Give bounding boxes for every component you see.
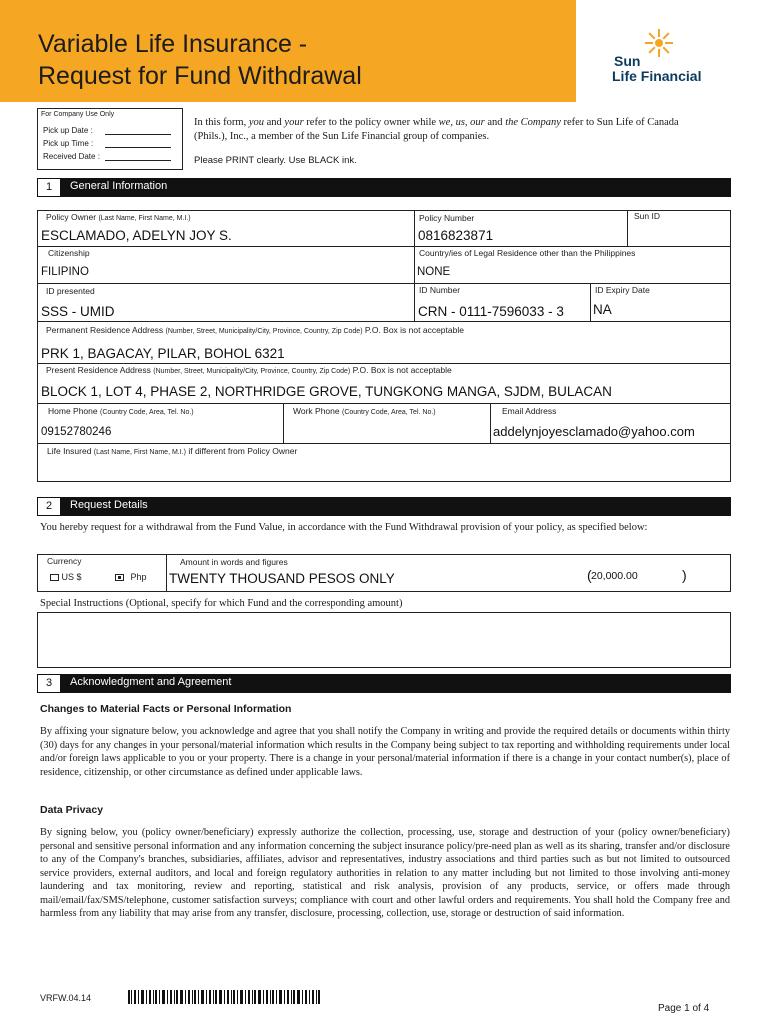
policy-owner-label: Policy Owner (Last Name, First Name, M.I.) [46,212,191,222]
brand-name [612,54,701,84]
sun-id-label: Sun ID [634,211,660,221]
currency-usd-option[interactable]: US $ [50,572,82,582]
amount-words-value: TWENTY THOUSAND PESOS ONLY [169,571,395,586]
received-date-row [43,152,171,161]
amount-figures-value: 20,000.00 [591,570,638,582]
section2-title: Request Details [70,499,148,511]
page-number: Page 1 of 4 [658,1003,710,1014]
present-address-value: BLOCK 1, LOT 4, PHASE 2, NORTHRIDGE GROVE, TUNGKONG MANGA, SJDM, BULACAN [41,384,612,399]
life-insured-field[interactable] [38,444,731,482]
permanent-address-value: PRK 1, BAGACAY, PILAR, BOHOL 6321 [41,346,285,361]
sun-id-field[interactable] [628,211,731,247]
special-instructions-field[interactable] [37,612,731,668]
material-facts-heading: Changes to Material Facts or Personal Information [40,703,292,715]
company-use-title: For Company Use Only [41,111,115,118]
citizenship-label: Citizenship [48,248,90,258]
citizenship-value: FILIPINO [41,266,89,278]
special-instructions-label: Special Instructions (Optional, specify for which Fund and the corresponding amount) [40,598,403,609]
brand-line1: Sun [614,53,641,69]
material-facts-paragraph: By affixing your signature below, you acknowledge and agree that you shall notify the Company in writing and provide the required details or documents within thirty (30) days for any changes in your personal/material information which results in the Company being subject to tax reporting and withholding requirements under local and/or foreign laws applicable to you or your property. There is a change in your personal/material information if there is a change in your contact number(s), place of residence, citizenship, or other circumstance as defined under applicable laws. [40,726,730,778]
policy-number-field[interactable] [415,211,628,247]
id-number-label: ID Number [419,285,461,295]
legal-residence-value: NONE [417,266,451,278]
home-phone-label: Home Phone (Country Code, Area, Tel. No.) [48,406,194,416]
section3-number: 3 [37,674,61,693]
currency-php-option[interactable]: Php [115,572,147,582]
sun-life-logo [612,28,737,88]
id-presented-value: SSS - UMID [41,304,115,319]
intro-paragraph: In this form, you and your refer to the policy owner while we, us, our and the Company refer to Sun Life of Canada (Phils.), Inc., a member of the Sun Life Financial group of companies. [194,117,679,142]
usd-checkbox[interactable] [50,574,59,581]
currency-field [38,555,167,591]
pickup-date-label: Pick up Date : [43,126,93,135]
section3-header [37,674,731,693]
section3-title: Acknowledgment and Agreement [70,676,232,688]
present-address-field[interactable] [38,364,731,404]
section1-title: General Information [70,180,168,192]
company-use-box [37,108,183,170]
id-expiry-label: ID Expiry Date [595,285,650,295]
id-number-field[interactable] [415,284,591,322]
amount-paren-open: ( [587,567,592,583]
currency-label: Currency [47,556,82,566]
pickup-time-row [43,139,171,148]
section1-number: 1 [37,178,61,197]
email-label: Email Address [502,406,557,416]
amount-field[interactable] [167,555,730,591]
form-title-line1: Variable Life Insurance - [38,30,308,58]
id-presented-label: ID presented [46,286,95,296]
received-date-field[interactable] [105,152,171,161]
pickup-date-row [43,126,171,135]
email-value: addelynjoyesclamado@yahoo.com [493,424,695,439]
php-checkbox[interactable] [115,574,124,581]
form-title-line2: Request for Fund Withdrawal [38,62,362,90]
legal-residence-label: Country/ies of Legal Residence other than the Philippines [419,248,636,258]
request-amount-box [37,554,731,592]
home-phone-value: 09152780246 [41,426,112,438]
barcode-icon [128,990,320,1004]
home-phone-field[interactable] [38,404,284,444]
pickup-time-field[interactable] [105,139,171,148]
policy-number-value: 0816823871 [418,228,494,243]
id-number-value: CRN - 0111-7596033 - 3 [418,304,564,319]
data-privacy-paragraph: By signing below, you (policy owner/beneficiary) expressly authorize the collection, processing, use, storage and destruction of your (policy owner/beneficiary) personal and sensitive personal information and any information concerning the subject insurance policy/pre-need plan as well as its sharing, transfer and/or disclosure to any of the Company's branches, subsidiaries, affiliates, advisor and representatives, industry associations and third parties such as but not limited to outsourced service providers, external auditors, and local and foreign regulatory authorities in relation to any matter including but not limited to those involving anti-money laundering and tax monitoring, review and reporting, statistical and risk analysis, provision of any products, service, or offers made through mail/email/fax/SMS/telephone, customer satisfaction surveys; compliance with court and other lawful orders and requirements. You shall hold the Company free and harmless from any liability that may arise from any transfer, disclosure, processing, collection, use, storage or destruction of said information. [40,827,730,919]
id-expiry-value: NA [593,302,612,317]
legal-residence-field[interactable] [415,247,731,284]
pickup-time-label: Pick up Time : [43,139,94,148]
citizenship-field[interactable] [38,247,415,284]
section2-number: 2 [37,497,61,516]
permanent-address-field[interactable] [38,322,731,364]
work-phone-field[interactable] [284,404,491,444]
request-intro: You hereby request for a withdrawal from the Fund Value, in accordance with the Fund Withdrawal provision of your policy, as specified below: [40,522,648,533]
permanent-address-label: Permanent Residence Address (Number, Street, Municipality/City, Province, Country, Zip Code) P.O. Box is not acceptable [46,325,464,335]
email-field[interactable] [491,404,731,444]
print-instruction: Please PRINT clearly. Use BLACK ink. [194,155,357,166]
present-address-label: Present Residence Address (Number, Street, Municipality/City, Province, Country, Zip Code) P.O. Box is not acceptable [46,365,452,375]
section2-header [37,497,731,516]
amount-paren-close: ) [682,567,687,583]
policy-owner-field[interactable] [38,211,415,247]
work-phone-label: Work Phone (Country Code, Area, Tel. No.) [293,406,436,416]
policy-owner-value: ESCLAMADO, ADELYN JOY S. [41,228,232,243]
general-info-grid [37,210,731,482]
form-code: VRFW.04.14 [40,993,92,1003]
form-title [38,28,362,92]
pickup-date-field[interactable] [105,126,171,135]
received-date-label: Received Date : [43,152,100,161]
brand-line2: Life Financial [612,68,702,84]
life-insured-label: Life Insured (Last Name, First Name, M.I.) if different from Policy Owner [47,446,298,456]
id-presented-field[interactable] [38,284,415,322]
id-expiry-field[interactable] [591,284,731,322]
section1-header [37,178,731,197]
amount-label: Amount in words and figures [180,557,288,567]
policy-number-label: Policy Number [419,213,475,223]
data-privacy-heading: Data Privacy [40,804,104,816]
